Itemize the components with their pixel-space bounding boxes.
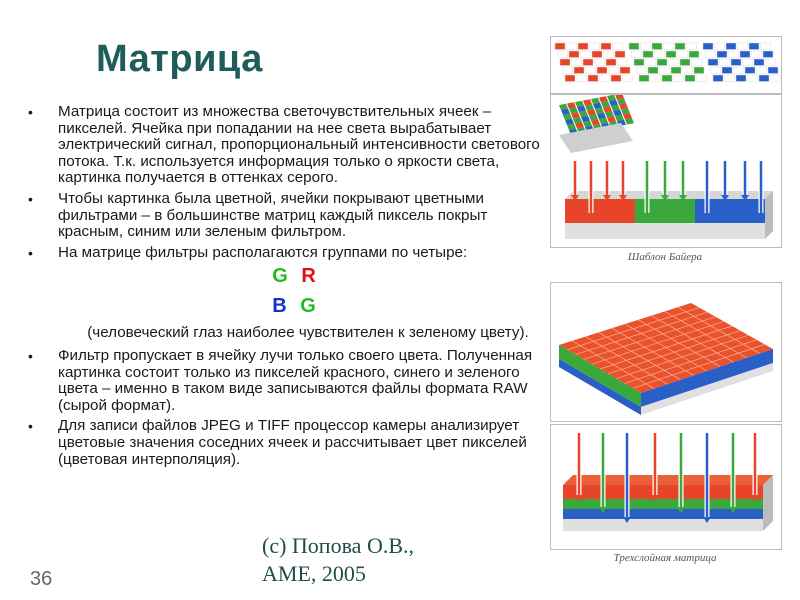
- bayer-filter-illustration: [551, 95, 781, 247]
- paragraph-interpolation: • Для записи файлов JPEG и TIFF процессор камеры анализирует цветовые значения соседних ячеек и рассчитывает цвет пикселей (цветовая интерполяция).: [28, 418, 548, 468]
- filter-letter-b: B: [272, 295, 287, 318]
- paragraph-eye-sensitivity: (человеческий глаз наиболее чувствителен к зеленому цвету).: [87, 324, 529, 342]
- paragraph-sensor-cells: • Матрица состоит из множества светочувствительных ячеек – пикселей. Ячейка при попадании на нее света вырабатывает электрический сигнал, пропорциональный интенсивности светового потока. Т.к. используется информация только о яркости света, картинка получается в оттенках серого.: [28, 104, 548, 187]
- paragraph-color-filters: • Чтобы картинка была цветной, ячейки покрывают цветными фильтрами – в большинстве матриц каждый пиксель покрыт красным, синим или зеленым фильтром.: [28, 191, 548, 241]
- three-layer-section-illustration: [551, 425, 781, 549]
- filter-letter-g1: G: [272, 265, 288, 288]
- footer-line-2: AME, 2005: [262, 561, 366, 586]
- filter-letter-g2: G: [300, 295, 316, 318]
- filter-letter-r: R: [301, 265, 316, 288]
- bayer-grids-illustration: [551, 37, 781, 93]
- sensor-block: [565, 191, 773, 239]
- bayer-grids-panel: [550, 36, 782, 94]
- blue-filter-grid: [703, 43, 781, 82]
- three-layer-section-panel: [550, 424, 782, 550]
- paragraph-filter-groups: • На матрице фильтры располагаются группами по четыре:: [28, 245, 548, 262]
- three-layer-3d-panel: [550, 282, 782, 422]
- red-filter-grid: [555, 43, 633, 82]
- bayer-filter-panel: [550, 94, 782, 248]
- filter-pattern-row-1: [28, 265, 548, 287]
- paragraph-raw-format: • Фильтр пропускает в ячейку лучи только своего цвета. Полученная картинка состоит только из пикселей красного, синего и зеленого цвета – именно в таком виде записываются файлы формата RAW (сырой формат).: [28, 348, 548, 414]
- filter-pattern-row-2: [28, 295, 548, 317]
- three-layer-caption: Трехслойная матрица: [613, 552, 717, 564]
- footer-line-1: (c) Попова О.В.,: [262, 533, 415, 558]
- footer-credit: [262, 532, 414, 588]
- page-number: 36: [30, 568, 53, 590]
- three-layer-3d-illustration: [551, 283, 781, 421]
- slide-title: Матрица: [96, 38, 263, 80]
- slide-content: [28, 104, 548, 472]
- bayer-caption: Шаблон Байера: [627, 251, 703, 263]
- green-filter-grid: [629, 43, 707, 82]
